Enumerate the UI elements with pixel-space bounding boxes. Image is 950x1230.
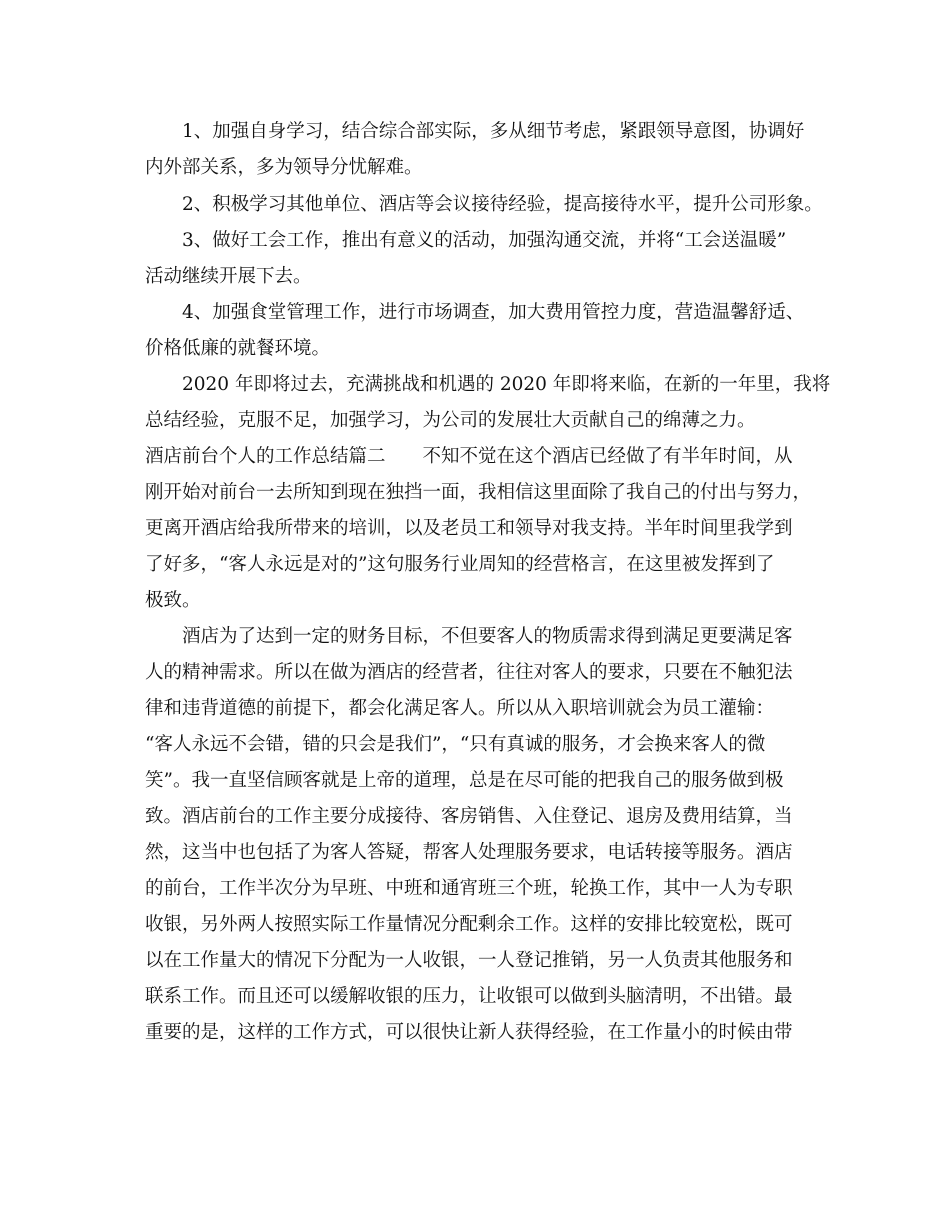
paragraph-line: 总结经验，克服不足，加强学习，为公司的发展壮大贡献自己的绵薄之力。 (145, 410, 756, 431)
paragraph-line: 笑”。我一直坚信顾客就是上帝的道理，总是在尽可能的把我自己的服务做到极 (145, 770, 784, 791)
paragraph-line: 酒店为了达到一定的财务目标，不但要客人的物质需求得到满足更要满足客 (182, 626, 793, 647)
paragraph-line: 重要的是，这样的工作方式，可以很快让新人获得经验，在工作量小的时候由带 (145, 1022, 793, 1043)
paragraph-line: “客人永远不会错，错的只会是我们”，“只有真诚的服务，才会换来客人的微 (145, 734, 766, 755)
paragraph-line: 的前台，工作半次分为早班、中班和通宵班三个班，轮换工作，其中一人为专职 (145, 878, 793, 899)
paragraph-line: 价格低廉的就餐环境。 (145, 338, 331, 359)
paragraph-line: 联系工作。而且还可以缓解收银的压力，让收银可以做到头脑清明，不出错。最 (145, 986, 793, 1007)
paragraph-line: 4、加强食堂管理工作，进行市场调查，加大费用管控力度，营造温馨舒适、 (182, 302, 805, 323)
paragraph-line: 了好多，“客人永远是对的”这句服务行业周知的经营格言，在这里被发挥到了 (145, 554, 775, 575)
paragraph-line: 人的精神需求。所以在做为酒店的经营者，往往对客人的要求，只要在不触犯法 (145, 662, 793, 683)
paragraph-line: 然，这当中也包括了为客人答疑，帮客人处理服务要求，电话转接等服务。酒店 (145, 842, 793, 863)
paragraph-line: 以在工作量大的情况下分配为一人收银，一人登记推销，另一人负责其他服务和 (145, 950, 793, 971)
paragraph-line: 2、积极学习其他单位、酒店等会议接待经验，提高接待水平，提升公司形象。 (182, 194, 823, 215)
paragraph-line: 收银，另外两人按照实际工作量情况分配剩余工作。这样的安排比较宽松，既可 (145, 914, 793, 935)
paragraph-line: 2020 年即将过去，充满挑战和机遇的 2020 年即将来临，在新的一年里，我将 (182, 374, 831, 395)
paragraph-line: 刚开始对前台一去所知到现在独挡一面，我相信这里面除了我自己的付出与努力， (145, 482, 812, 503)
paragraph-line: 内外部关系，多为领导分忧解难。 (145, 157, 423, 178)
paragraph-line: 律和违背道德的前提下，都会化满足客人。所以从入职培训就会为员工灌输： (145, 698, 775, 719)
paragraph-line: 1、加强自身学习，结合综合部实际，多从细节考虑，紧跟领导意图，协调好 (182, 121, 805, 142)
section-heading-line: 酒店前台个人的工作总结篇二 不知不觉在这个酒店已经做了有半年时间，从 (145, 446, 793, 467)
paragraph-line: 致。酒店前台的工作主要分成接待、客房销售、入住登记、退房及费用结算，当 (145, 806, 793, 827)
paragraph-line: 3、做好工会工作，推出有意义的活动，加强沟通交流，并将“工会送温暖” (182, 230, 787, 251)
paragraph-line: 活动继续开展下去。 (145, 266, 312, 287)
paragraph-line: 极致。 (145, 590, 201, 611)
paragraph-line: 更离开酒店给我所带来的培训，以及老员工和领导对我支持。半年时间里我学到 (145, 518, 793, 539)
